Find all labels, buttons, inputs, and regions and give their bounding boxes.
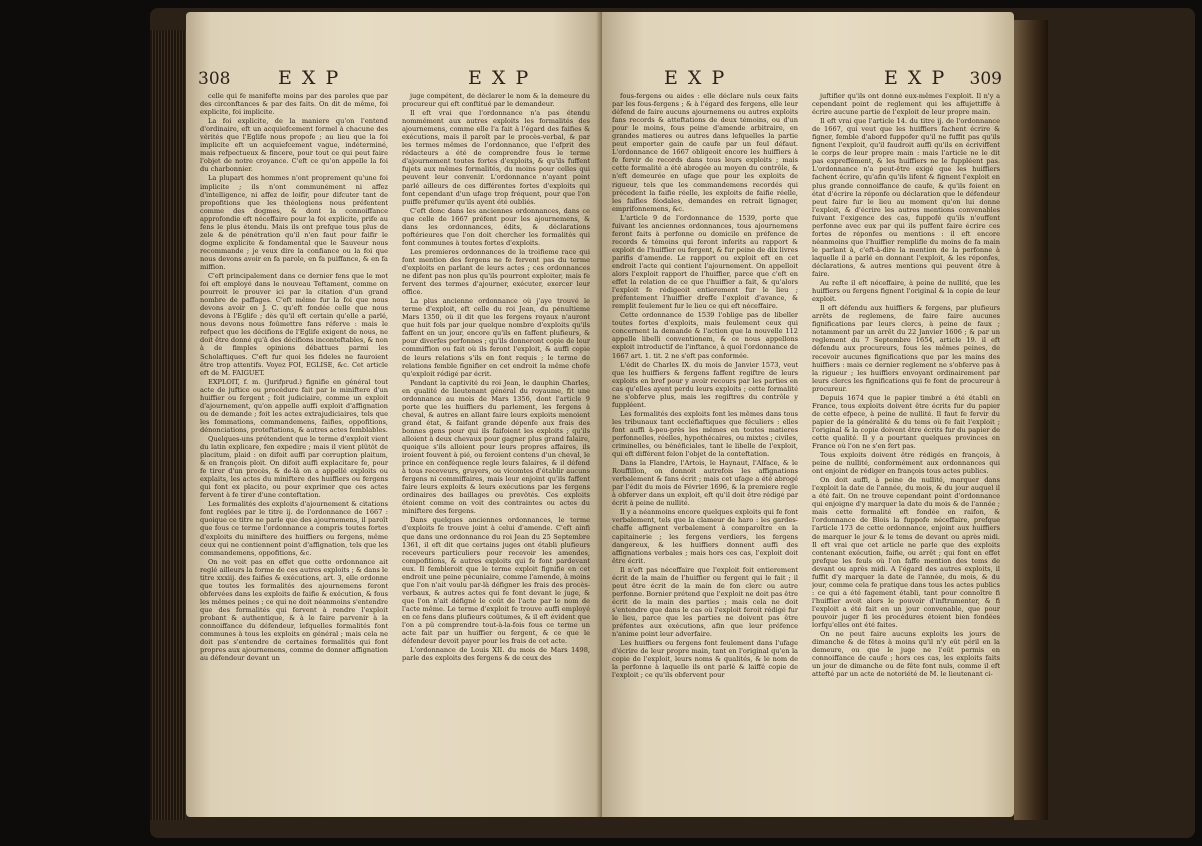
- paragraph: La plupart des hommes n'ont proprement qu'une foi implicite ; ils n'ont communément ni affez d'intelligence, ni affez de loifir, pour difcuter tant de propofitions que les théologiens nous préfentent comme des dogmes, & dont la connoiffance approfondie eft néceffaire pour la foi explicite, prife au fens le plus étendu. Mais ils ont prefque tous plus de zele & de pénétration qu'il n'en faut pour faifir le dogme explicite & fondamental que le Sauveur nous recommande ; je veux dire la confiance ou la foi que nous devons avoir en fa parole, en fa puiffance, & en fa miffion.: [200, 174, 388, 271]
- headword: E X P: [278, 67, 341, 89]
- paragraph: celle qui fe manifefte moins par des paroles que par des circonftances & par des faits. On dit de même, foi explicite, foi implicite.: [200, 92, 388, 117]
- paragraph: Il eft vrai que l'article 14. du titre ij. de l'ordonnance de 1667, qui veut que les huiffiers fachent écrire & figner, femble d'abord fuppofer qu'il ne fuffit pas qu'ils fignent l'exploit, qu'il faudroit auffi qu'ils en écriviffent le corps de leur propre main : mais l'article ne le dit pas expreffément, & les huiffiers ne le fuppléent pas. L'ordonnance n'a peut-être exigé que les huiffiers fachent écrire, qu'afin qu'ils lifent & fignent l'exploit en plus grande connoiffance de caufe, & qu'ils foient en état d'écrire la réponfe ou déclaration que le défendeur peut faire fur le lieu au moment qu'on lui donne l'exploit, & d'écrire les autres mentions convenables fuivant l'exigence des cas, fuppofé qu'ils n'euffent perfonne avec eux par qui ils puffent faire écrire ces fortes de réponfes ou mentions : il eft encore néanmoins que l'huiffier remplifle du moins de fa main le parlant à, c'eft-à-dire la mention de la perfonne à laquelle il a parlé en donnant l'exploit, & les réponfes, déclarations, & autres mentions qui peuvent être à faire.: [812, 117, 1000, 279]
- paragraph: Il eft défendu aux huiffiers & fergens, par plufieurs arrêts de reglemens, de faire faire aucunes fignifications par leurs clercs, à peine de faux ; notamment par un arrêt du 22 Janvier 1606 ; & par un reglement du 7 Septembre 1654, article 19. il eft défendu aux procureurs, fous les mêmes peines, de recevoir aucunes fignifications que par les mains des huiffiers : mais ce dernier reglement ne s'obferve pas à la rigueur ; les huiffiers envoyant ordinairement par leurs clercs les fignifications qui fe font de procureur à procureur.: [812, 304, 1000, 393]
- right-page: [602, 12, 1014, 817]
- paragraph: Au refte il eft néceffaire, à peine de nullité, que les huiffiers ou fergens fignent l'original & la copie de leur exploit.: [812, 279, 1000, 304]
- paragraph: Il eft vrai que l'ordonnance n'a pas étendu nommément aux autres exploits les formalités des ajournemens, comme elle l'a fait à l'égard des faifies & exécutions, mais il paroît par le procès-verbal, & par les termes mêmes de l'ordonnance, que l'efprit des rédacteurs a été de comprendre fous le terme d'ajournement toutes fortes d'exploits, & qu'ils fuffent fujets aux mêmes formalités, du moins pour celles qui peuvent leur convenir. L'ordonnance n'ayant point parlé ailleurs de ces différentes fortes d'exploits qui font cependant d'un ufage trop fréquent, pour que l'on puiffe préfumer qu'ils ayent été oubliés.: [402, 109, 590, 206]
- paragraph: On ne peut faire aucuns exploits les jours de dimanche & de fêtes à moins qu'il n'y eût péril en la demeure, ou que le juge ne l'eût permis en connoiffance de caufe ; hors ces cas, les exploits faits un jour de dimanche ou de fête font nuls, comme il eft attefté par un acte de notoriété de M. le lieutenant ci-: [812, 630, 1000, 679]
- headword: E X P: [884, 67, 947, 89]
- left-page: [186, 12, 602, 817]
- text-column-right: [402, 92, 590, 805]
- paragraph: juftifier qu'ils ont donné eux-mêmes l'exploit. Il n'y a cependant point de reglement qui les affujettiffe à écrire aucune partie de l'exploit de leur propre main.: [812, 92, 1000, 117]
- paragraph: Depuis 1674 que le papier timbré a été établi en France, tous exploits doivent être écrits fur du papier de cette efpece, à peine de nullité. Il faut fe fervir du papier de la généralité & du tems où fe fait l'exploit ; l'original & la copie doivent être écrits fur du papier de cette qualité. Il y a pourtant quelques provinces en France où l'on ne s'en fert pas.: [812, 393, 1000, 451]
- text-column-right: [812, 92, 1000, 805]
- paragraph: Il y a néanmoins encore quelques exploits qui fe font verbalement, tels que la clameur de haro : les gardes-chaffe affignent verbalement à comparoître en la capitainerie ; les fergens verdiers, les fergens dangereux, & les huiffiers donnent auffi des affignations verbales ; mais hors ces cas, l'exploit doit être écrit.: [612, 508, 798, 565]
- paragraph: Cette ordonnance de 1539 l'oblige pas de libeller toutes fortes d'exploits, mais feulement ceux qui concernent la demande & l'action que la nouvelle 112 appelle libelli conventionem, & ce nous appellons exploit introductif de l'inftance, à quoi l'ordonnance de 1667 art. 1. tit. 2 ne s'eft pas conformée.: [612, 311, 798, 360]
- paragraph: Quelques-uns prétendent que le terme d'exploit vient du latin explicare, fen expedire ; mais il vient plûtôt de placitum, plaid : on difoit auffi par corruption plaitum, & en françois ploit. On difoit auffi explacitare fe, pour fe tirer d'un procès, & de-là on a appellé exploits ou explaits, les actes du miniftere des huiffiers ou fergens qui font ex placito, ou pour exprimer que ces actes fervent à fe tirer d'une conteftation.: [200, 434, 388, 500]
- paragraph: L'article 9 de l'ordonnance de 1539, porte que fuivant les anciennes ordonnances, tous ajournemens feront faits à perfonne ou domicile en préfence de records & témoins qui feront inferits au rapport & exploit de l'huiffier ou fergent, & fur peine de dix livres parifis d'amende. Le rapport ou exploit eft en cet endroit l'acte qui contient l'ajournement. On appelloit alors l'exploit rapport de l'huiffier, parce que c'eft en effet la relation de ce que l'huiffier a fait, & qu'alors l'exploit fe rédigeoit entierement fur le lieu ; préfentement l'huiffier dreffe l'exploit d'avance, & remplit feulement fur le lieu ce qui eft néceffaire.: [612, 213, 798, 311]
- paragraph: EXPLOIT, f. m. (Jurifprud.) fignifie en général tout acte de juftice ou procédure fait par le miniftere d'un huiffier ou fergent ; foit judiciaire, comme un exploit d'ajournement, qu'on appelle auffi exploit d'affignation ou de demande ; foit les actes extrajudiciaires, tels que les fommations, commandemens, faifies, oppofitions, dénonciations, proteftations, & autres actes femblables.: [200, 377, 388, 434]
- paragraph: C'eft principalement dans ce dernier fens que le mot foi eft employé dans le nouveau Teftament, comme on pourroit le prouver ici par la citation d'un grand nombre de paffages. C'eft même fur la foi que nous devons avoir en J. C. qu'eft fondée celle que nous devons à l'Eglife ; dès qu'il eft certain qu'elle a parlé, nous devons nous foûmettre fans réferve : mais le refpect que les décifions de l'Eglife exigent de nous, ne doit être donné qu'à des décifions inconteftables, & non à de fimples opinions débattues parmi les Scholaftiques. C'eft fur quoi les fideles ne fauroient être trop attentifs. Voyez FOI, EGLISE, &c. Cet article eft de M. FAIGUET.: [200, 272, 388, 377]
- paragraph: Les formalités des exploits d'ajournement & citations font reglées par le titre ij. de l'ordonnance de 1667 : quoique ce titre ne parle que des ajournemens, il paroît que fous ce terme l'ordonnance a compris toutes fortes d'exploits du miniftere des huiffiers ou fergens, même ceux qui ne contiennent point d'affignation, tels que les commandemens, oppofitions, &c.: [200, 500, 388, 557]
- paragraph: Tous exploits doivent être rédigés en françois, à peine de nullité, conformément aux ordonnances qui ont enjoint de rédiger en françois tous actes publics.: [812, 451, 1000, 476]
- page-number: 309: [969, 69, 1002, 89]
- paragraph: Les huiffiers ou fergens font feulement dans l'ufage d'écrire de leur propre main, tant en l'original qu'en la copie de l'exploit, leurs noms & qualités, & le nom de la perfonne à laquelle ils ont parlé & laiffé copie de l'exploit ; ce qu'ils obfervent pour: [612, 639, 798, 680]
- paragraph: Dans la Flandre, l'Artois, le Haynaut, l'Alface, & le Rouffillon, on donnoit autrefois les affignations verbalement & fans écrit ; mais cet ufage a été abrogé par l'édit du mois de Février 1696, & la premiere regle à obferver dans un exploit, eft qu'il doit être rédigé par écrit à peine de nullité.: [612, 459, 798, 508]
- paragraph: Les formalités des exploits font les mêmes dans tous les tribunaux tant eccléfiaftiques que féculiers : elles font auffi à-peu-près les mêmes en toutes matieres perfonnelles, réelles, hypothécaires, ou mixtes ; civiles, criminelles, ou bénéficiales, tant le libelle de l'exploit, qui eft différent felon l'objet de la conteftation.: [612, 409, 798, 459]
- book-edge-right: [1014, 20, 1048, 820]
- paragraph: juge compétent, de déclarer le nom & la demeure du procureur qui eft conftitué par le demandeur.: [402, 92, 590, 109]
- paragraph: L'édit de Charles IX. du mois de Janvier 1573, veut que les huiffiers & fergens faffent regiftre de leurs exploits en bref pour y avoir recours par les parties en cas qu'elles ayent perdu leurs exploits ; cette formalité ne s'obferve plus, mais les regiftres du contrôle y fuppléent.: [612, 360, 798, 409]
- book-edge-left: [150, 30, 186, 820]
- paragraph: Dans quelques anciennes ordonnances, le terme d'exploits fe trouve joint à celui d'amende. C'eft ainfi que dans une ordonnance du roi Jean du 25 Septembre 1361, il eft dit que certains juges ont établi plufieurs receveurs particuliers pour recevoir les amendes, compofitions, & autres exploits qui fe font pardevant eux. Il fembleroit que le terme exploit fignifie en cet endroit une peine pécuniaire, comme l'amende, à moins que l'on n'ait voulu par-là défigner les frais des procès-verbaux, & autres actes qui fe font devant le juge, & que l'on n'ait défigné le coût de l'acte par le nom de l'acte même. Le terme d'exploit fe trouve auffi employé en ce fens dans plufieurs coûtumes, & il eft évident que l'on a pû comprendre tout-à-la-fois fous ce terme un acte fait par un huiffier ou fergent, & ce que le défendeur devoit payer pour les frais de cet acte.: [402, 516, 590, 646]
- paragraph: C'eft donc dans les anciennes ordonnances, dans ce que celle de 1667 préfent pour les ajournemens, & dans les ordonnances, édits, & déclarations poftérieures que l'on doit chercher les formalités qui font communes à toutes fortes d'exploits.: [402, 206, 590, 247]
- paragraph: On doit auffi, à peine de nullité, marquer dans l'exploit la date de l'année, du mois, & du jour auquel il a été fait. On ne trouve cependant point d'ordonnance qui enjoigne d'y marquer la date du mois & de l'année ; mais cette formalité eft fondée en raifon, & l'ordonnance de Blois la fuppofe néceffaire, prefque l'article 173 de cette ordonnance, enjoint aux huiffiers de marquer le jour & le tems de devant ou après midi. Il eft vrai que cet article ne parle que des exploits contenant exécution, faifie, ou arrêt ; qui font en effet prefque les feuls où l'on faffe mention des tems de devant ou après midi. A l'égard des autres exploits, il fuffit d'y marquer la date de l'année, du mois, & du jour, comme cela fe pratique dans tous les actes publics : ce qui a été fagement établi, tant pour connoître fi l'huiffier avoit alors le pouvoir d'inftrumenter, & fi l'exploit a été fait en un jour convenable, que pour pouvoir juger fi les procédures étoient bien fondées lorfqu'elles ont été faites.: [812, 476, 1000, 630]
- headword: E X P: [468, 67, 531, 89]
- text-column-left: [200, 92, 388, 805]
- paragraph: Il n'eft pas néceffaire que l'exploit foit entierement écrit de la main de l'huiffier ou fergent qui le fait ; il peut être écrit de la main de fon clerc ou autre perfonne. Bornier prétend que l'exploit ne doit pas être écrit de la main des parties ; mais cela ne doit s'entendre que dans le cas où l'exploit feroit rédigé fur le lieu, parce que les parties ne doivent pas être préfentes aux exécutions, afin que leur préfence n'anime point leur adverfaire.: [612, 565, 798, 639]
- page-number: 308: [198, 69, 231, 89]
- headword: E X P: [664, 67, 727, 89]
- paragraph: Pendant la captivité du roi Jean, le dauphin Charles, en qualité de lieutenant général du royaume, fit une ordonnance au mois de Mars 1356, dont l'article 9 porte que les huiffiers du parlement, les fergens à cheval, & autres en allant faire leurs exploits menoient grand état, & faifant grande dépenfe aux frais des bonnes gens pour qui ils faifoient les exploits ; qu'ils alloient à deux chevaux pour gagner plus grand falaire, quoique s'ils alloient pour leurs propres affaires, ils iroient fouvent à pié, ou feroient contens d'un cheval, le prince en conféquence regle leurs falaires, & il défend à tous receveurs, gruyers, ou vicomtes d'établir aucuns fergens ni commiffaires, mais leur enjoint qu'ils faffent faire leurs exploits & leurs exécutions par les fergens ordinaires des baillages ou prevôtés. Ces exploits étoient comme on voit des contraintes ou actes du miniftere des fergens.: [402, 378, 590, 516]
- paragraph: La foi explicite, de la maniere qu'on l'entend d'ordinaire, eft un acquiefcement formel à chacune des vérités que l'Eglife nous propofe ; au lieu que la foi implicite eft un acquiefcement vague, indéterminé, mais refpectueux & fincere, pour tout ce qui peut faire l'objet de notre croyance. C'eft ce qu'on appelle la foi du charbonnier.: [200, 117, 388, 174]
- paragraph: fous-fergens ou aides : elle déclare nuls ceux faits par les fous-fergens ; & à l'égard des fergens, elle leur défend de faire aucuns ajournemens ou autres exploits fans records & atteftations de deux témoins, ou d'un pour le moins, fous peine d'amende arbitraire, en grandes matieres ou autres dans lefquelles la partie peut emporter gain de caufe par un feul défaut. L'ordonnance de 1667 obligeoit encore les huiffiers à fe fervir de records dans tous leurs exploits ; mais cette formalité a été abrogée au moyen du contrôle, & n'eft demeurée en ufage que pour les exploits de rigueur, tels que les commandemens recordés qui précedent la faifie réelle, les exploits de faifie réelle, les faifies féodales, demandes en retrait lignager, emprifonnemens, &c.: [612, 92, 798, 213]
- paragraph: L'ordonnance de Louis XII. du mois de Mars 1498, parle des exploits des fergens & de ceux des: [402, 646, 590, 663]
- paragraph: Les premieres ordonnances de la troifieme race qui font mention des fergens ne fe fervent pas du terme d'exploits en parlant de leurs actes ; ces ordonnances ne difent pas non plus qu'ils pourront exploiter, mais fe fervent des termes d'ajourner, exécuter, exercer leur office.: [402, 247, 590, 297]
- paragraph: La plus ancienne ordonnance où j'aye trouvé le terme d'exploit, eft celle du roi Jean, du pénultieme Mars 1350, où il dit que les fergens royaux n'auront que huit fols par jour quelque nombre d'exploits qu'ils faffent en un jour, encore qu'ils en faffent plufieurs, & pour diverfes perfonnes ; qu'ils donneront copie de leur commiffion ou fait où ils feront l'exploit, & auffi copie de leurs relations s'ils en font requis ; le terme de relations femble fignifier en cet endroit la même chofe qu'exploit rédigé par écrit.: [402, 297, 590, 378]
- paragraph: On ne voit pas en effet que cette ordonnance ait reglé ailleurs la forme de ces autres exploits ; & dans le titre xxxiij. des faifies & exécutions, art. 3, elle ordonne que toutes les formalités des ajournemens feront obfervées dans les exploits de faifie & exécution, & fous les mêmes peines ; ce qui ne doit néanmoins s'entendre que des formalités qui fervent à rendre l'exploit probant & authentique, & à le faire parvenir à la connoiffance du défendeur, lefquelles formalités font communes à tous les exploits en général ; mais cela ne doit pas s'entendre de certaines formalités qui font propres aux ajournemens, comme de donner affignation au défendeur devant un: [200, 557, 388, 663]
- text-column-left: [612, 92, 798, 805]
